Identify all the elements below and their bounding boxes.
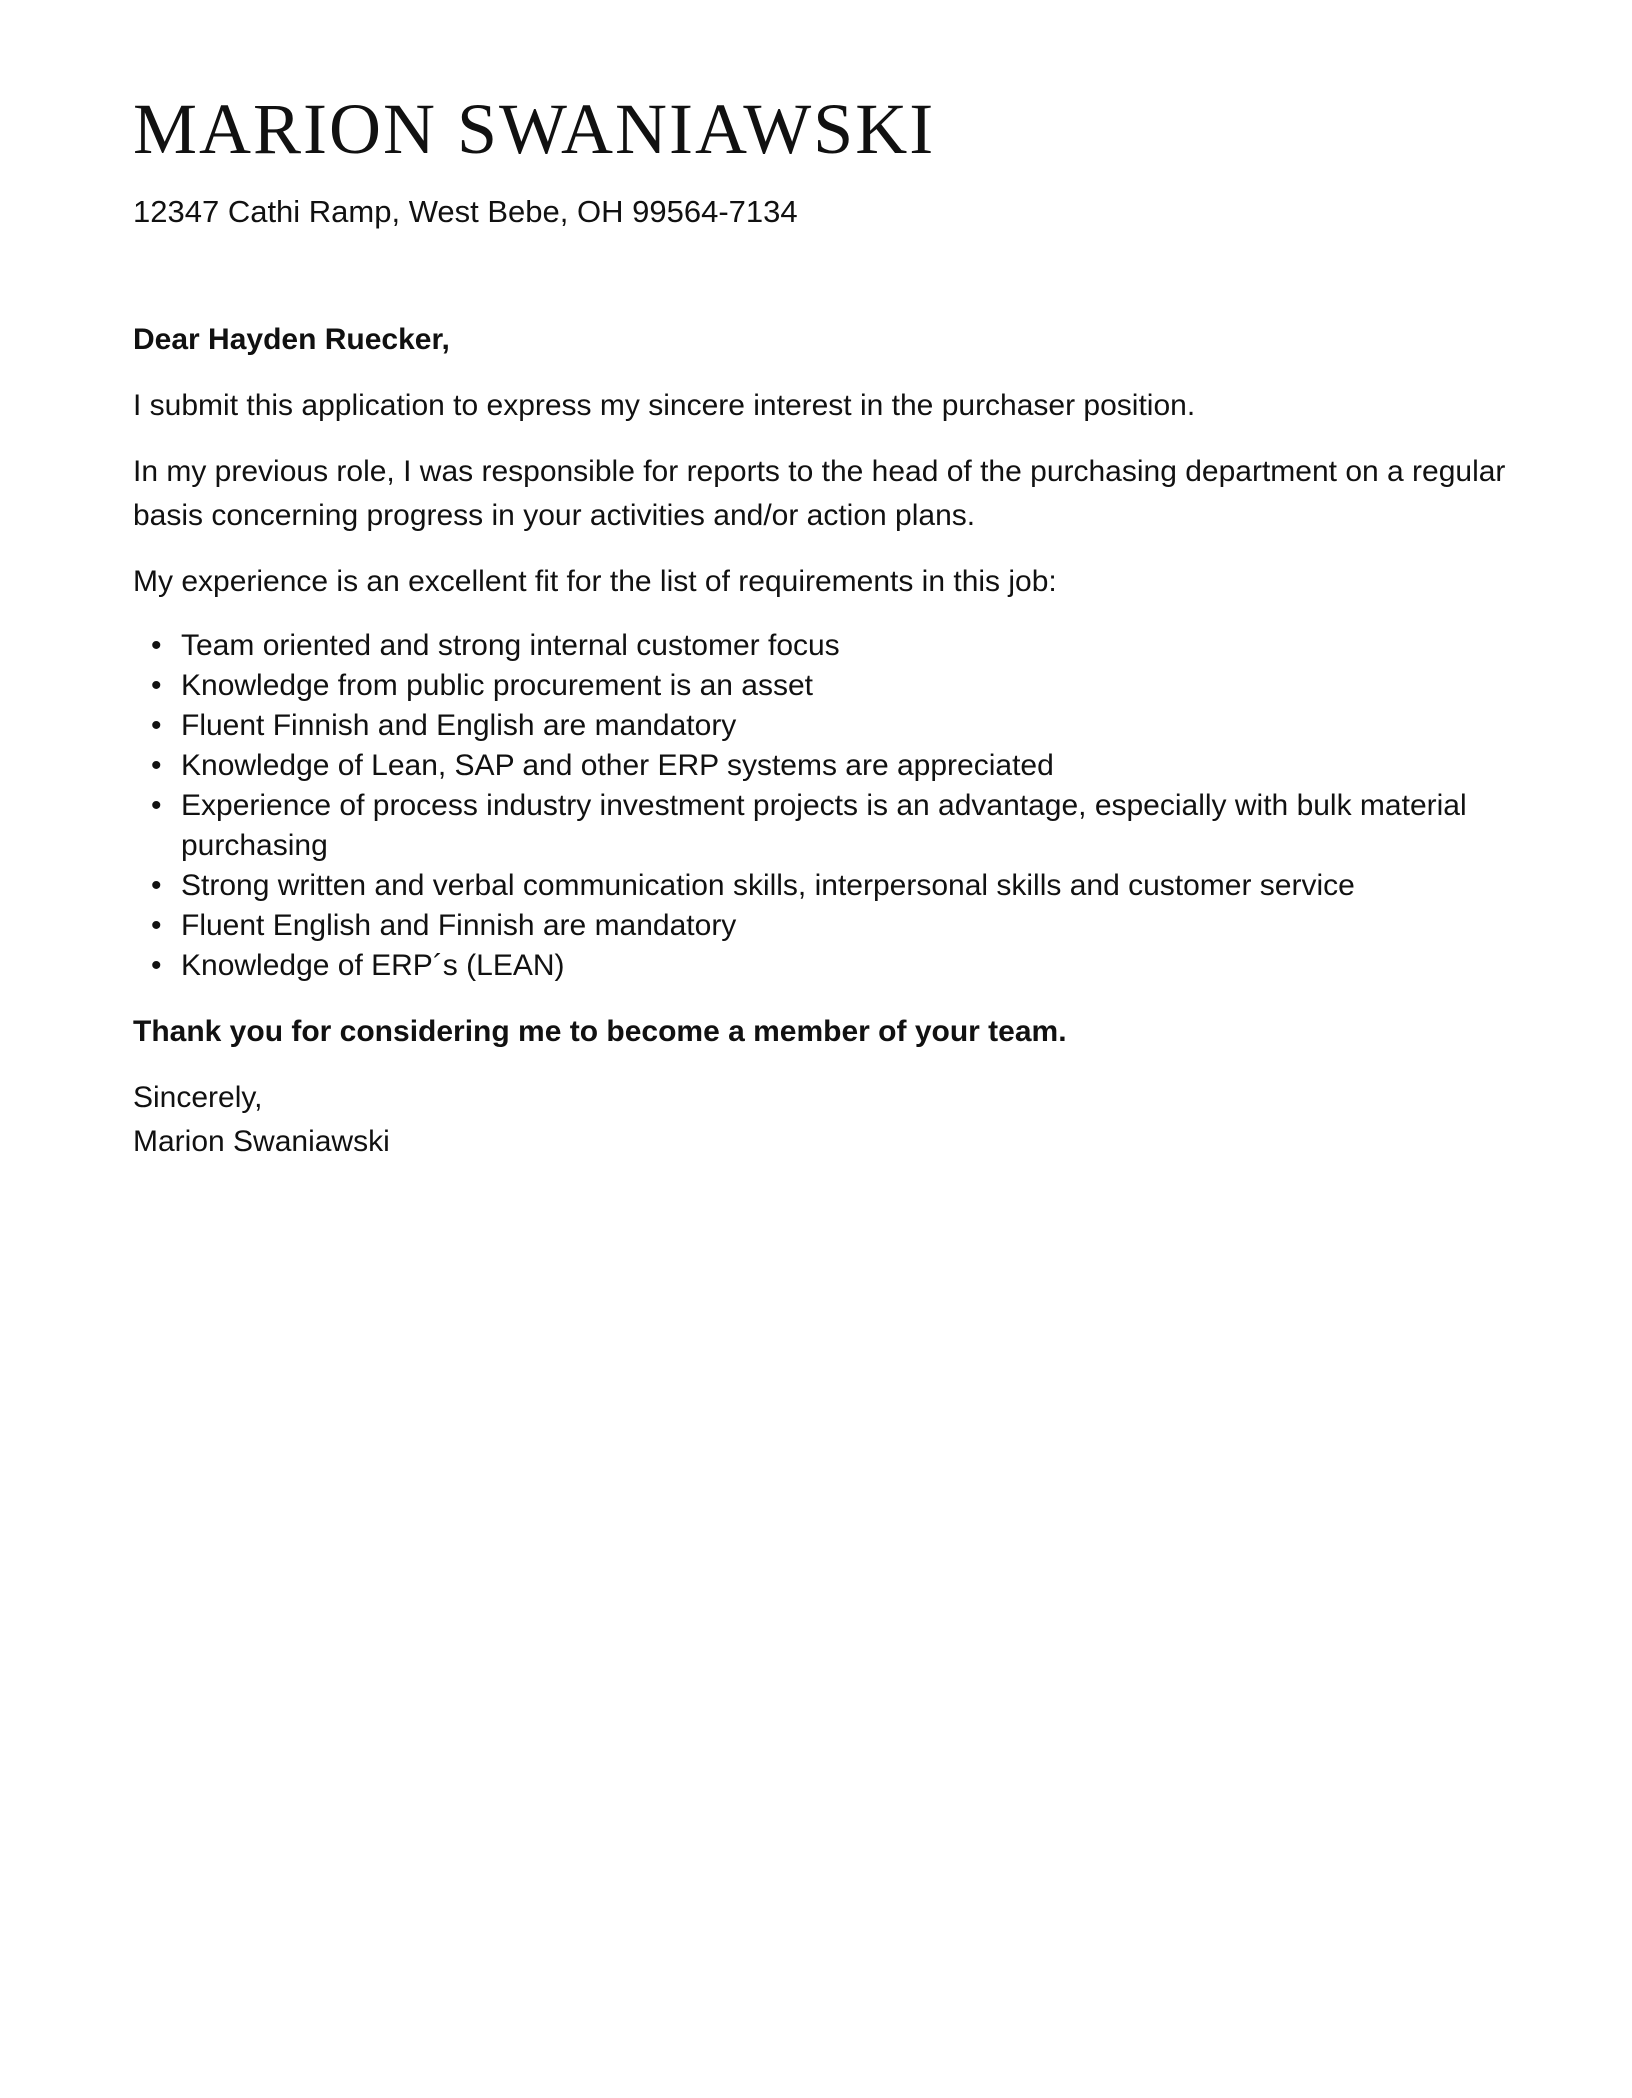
- list-item: [133, 786, 1513, 866]
- applicant-name: MARION SWANIAWSKI: [133, 89, 936, 169]
- list-item-text: Knowledge of Lean, SAP and other ERP systems are appreciated: [181, 749, 1054, 782]
- bullet-icon: •: [151, 949, 162, 982]
- bullet-icon: •: [151, 629, 162, 662]
- list-item: [133, 666, 1513, 706]
- list-item: [133, 626, 1513, 666]
- list-item: [133, 946, 1513, 986]
- list-item-text: Fluent Finnish and English are mandatory: [181, 709, 737, 742]
- experience-paragraph: In my previous role, I was responsible for reports to the head of the purchasing department on a regular basis concerning progress in your activities and/or action plans.: [133, 455, 1506, 532]
- bullet-icon: •: [151, 789, 162, 822]
- bullet-icon: •: [151, 709, 162, 742]
- list-item: [133, 746, 1513, 786]
- requirements-list: [133, 626, 1513, 986]
- list-item-text: Team oriented and strong internal customer focus: [181, 629, 840, 662]
- bullet-icon: •: [151, 909, 162, 942]
- letter-body: [133, 318, 1513, 1164]
- intro-paragraph: I submit this application to express my sincere interest in the purchaser position.: [133, 389, 1196, 422]
- applicant-address: 12347 Cathi Ramp, West Bebe, OH 99564-7134: [133, 194, 798, 229]
- closing-block: [133, 1076, 1513, 1164]
- list-item-text: Strong written and verbal communication skills, interpersonal skills and customer service: [181, 869, 1355, 902]
- bullet-icon: •: [151, 869, 162, 902]
- list-item: [133, 906, 1513, 946]
- list-item: [133, 706, 1513, 746]
- bullet-icon: •: [151, 749, 162, 782]
- list-item: [133, 866, 1513, 906]
- list-item-text: Experience of process industry investment projects is an advantage, especially with bulk material purchasing: [181, 789, 1467, 862]
- signature-name: Marion Swaniawski: [133, 1125, 390, 1158]
- requirements-intro: My experience is an excellent fit for the list of requirements in this job:: [133, 565, 1057, 598]
- cover-letter-page: [133, 0, 1513, 1164]
- list-item-text: Knowledge from public procurement is an asset: [181, 669, 813, 702]
- thank-you-line: Thank you for considering me to become a member of your team.: [133, 1015, 1067, 1048]
- list-item-text: Fluent English and Finnish are mandatory: [181, 909, 737, 942]
- bullet-icon: •: [151, 669, 162, 702]
- salutation: Dear Hayden Ruecker,: [133, 323, 450, 356]
- closing-phrase: Sincerely,: [133, 1081, 263, 1114]
- list-item-text: Knowledge of ERP´s (LEAN): [181, 949, 565, 982]
